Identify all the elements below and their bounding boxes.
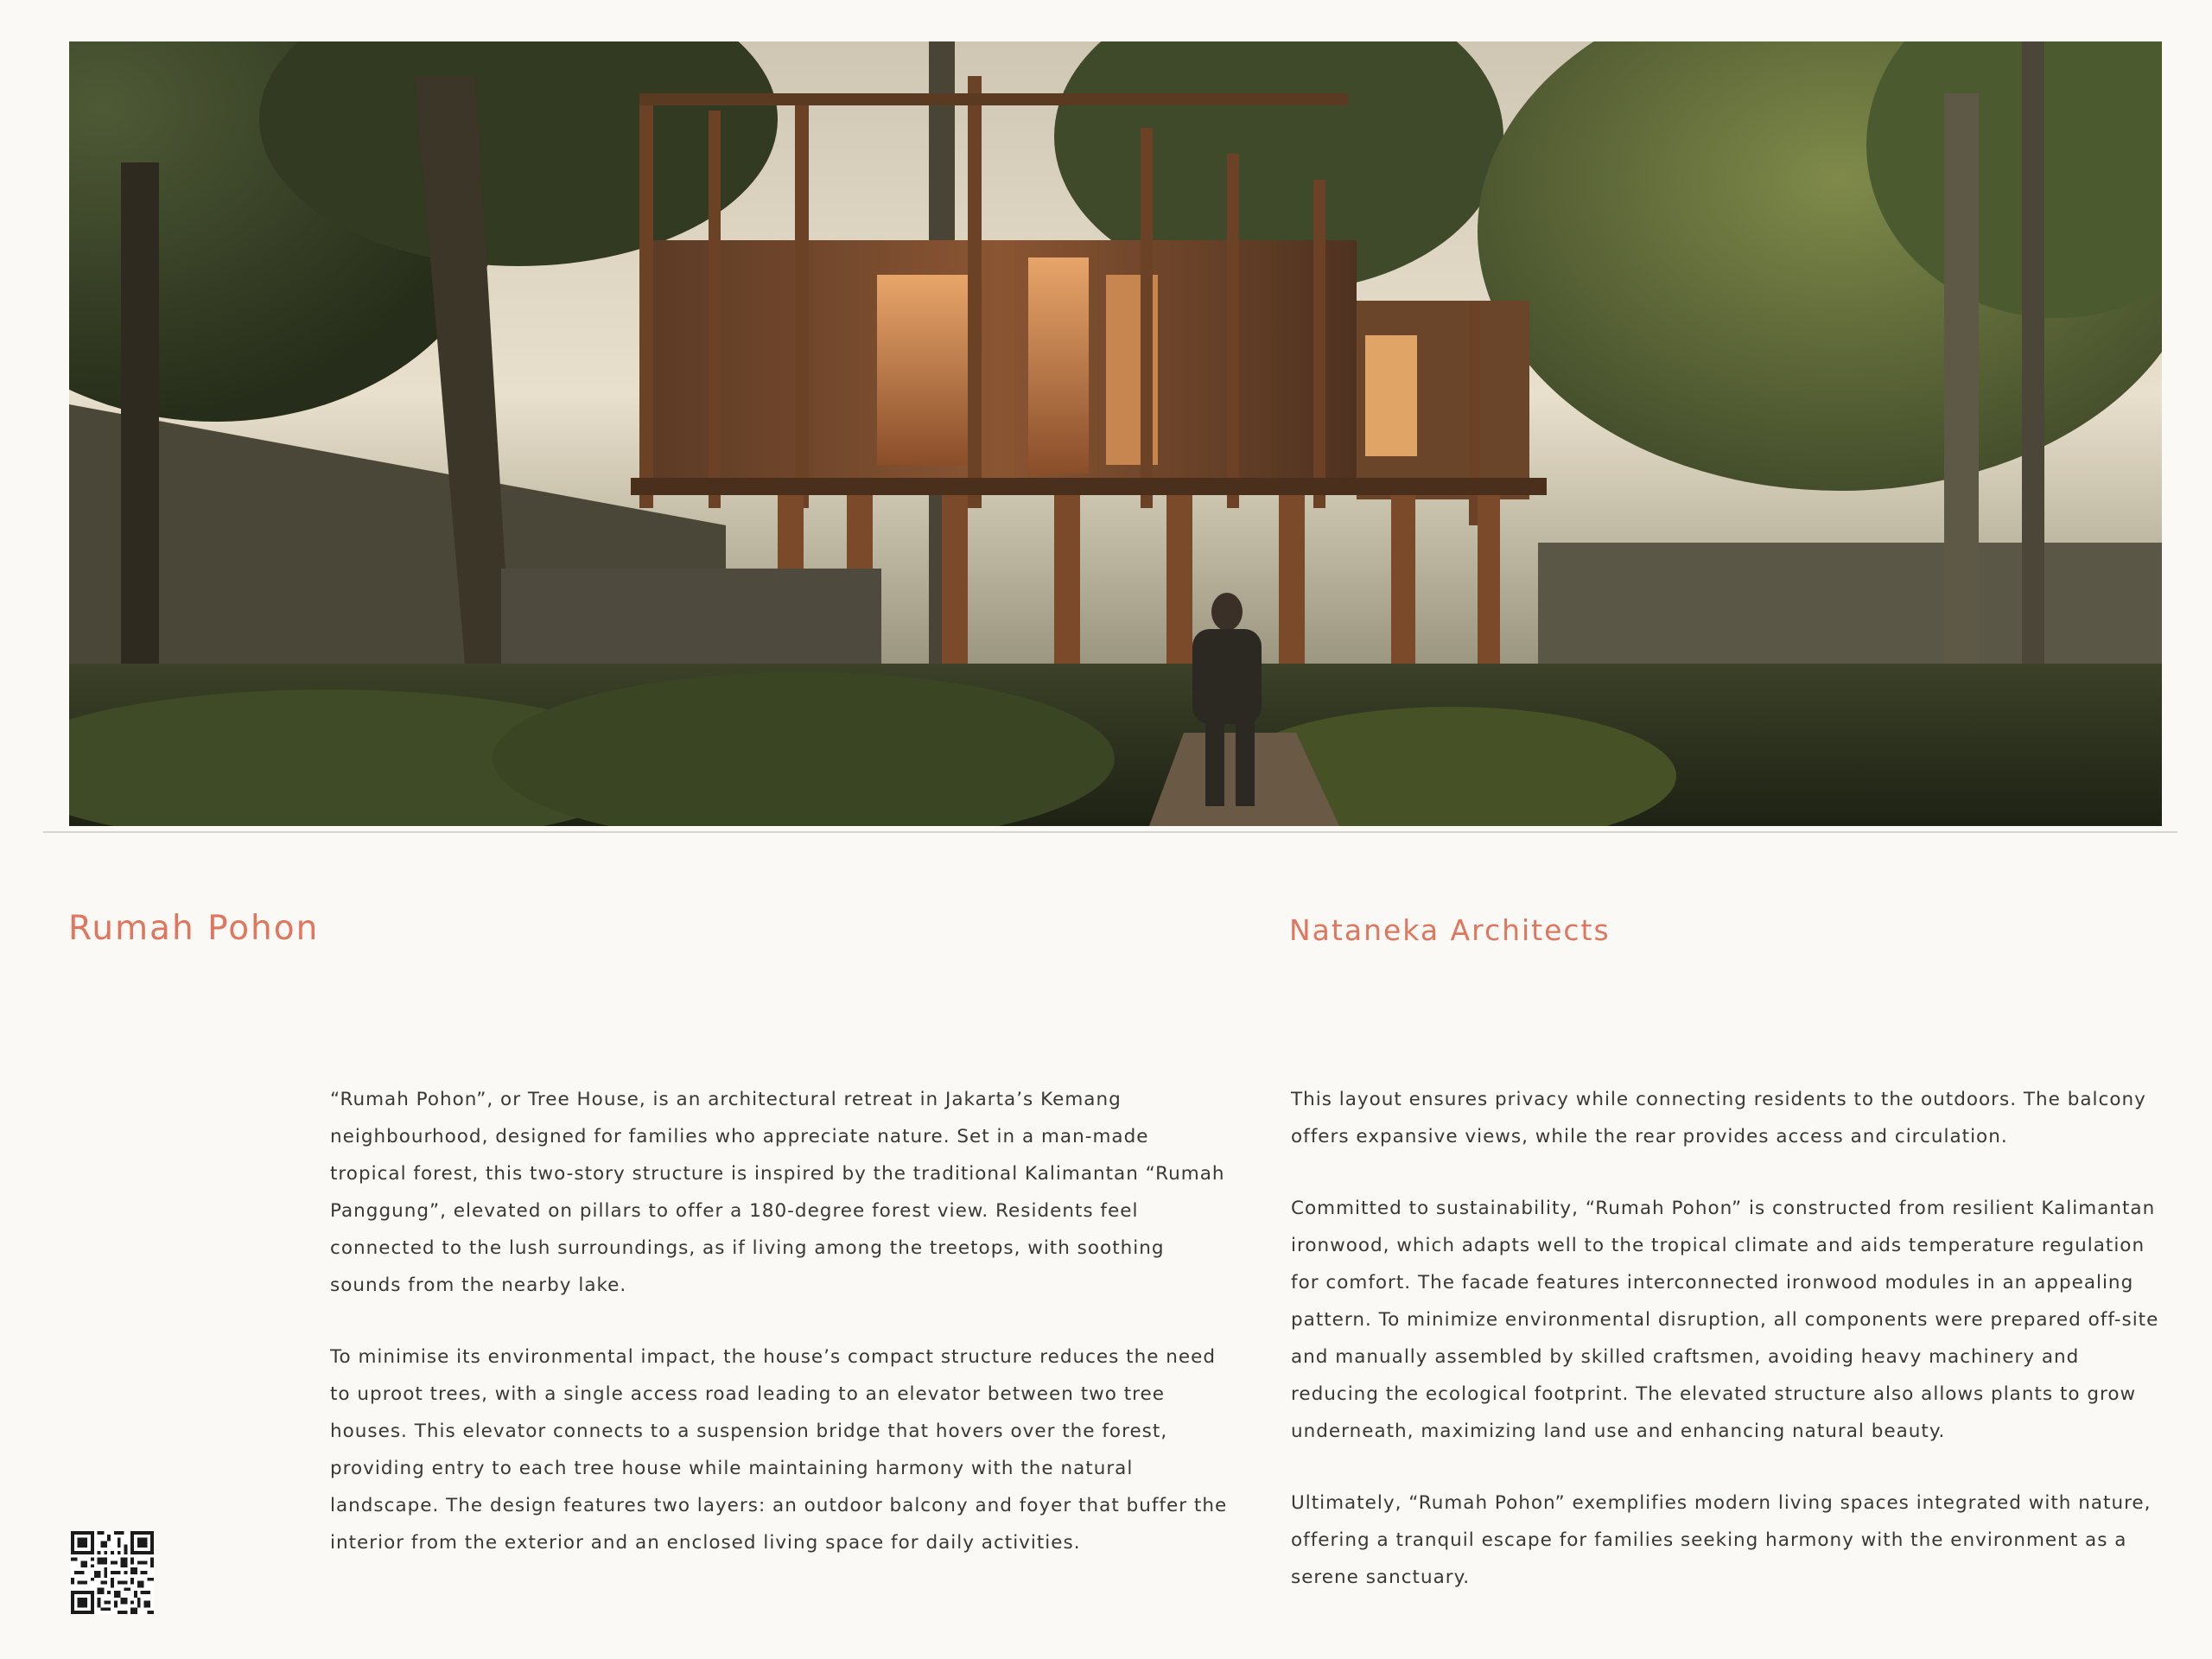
tree-house-rendering-photo [69, 41, 2162, 826]
paragraph: Ultimately, “Rumah Pohon” exemplifies modern living spaces integrated with nature, offering a tranquil escape for families seeking harmony with the environment as a serene sanctuary. [1291, 1492, 2152, 1588]
image-bottom-rule [43, 831, 2177, 833]
left-text-column [330, 1081, 1229, 1596]
paragraph: To minimise its environmental impact, the house’s compact structure reduces the need to uproot trees, with a single access road leading to an elevator between two tree houses. This elevator connects to a suspension bridge that hovers over the forest, providing entry to each tree house while maintaining harmony with the natural landscape. The design features two layers: an outdoor balcony and foyer that buffer the interior from the exterior and an enclosed living space for daily activities. [330, 1346, 1228, 1554]
paragraph: Committed to sustainability, “Rumah Pohon” is constructed from resilient Kalimantan ironwood, which adapts well to the tropical climate and aids temperature regulation for comfort. The facade features interconnected ironwood modules in an appealing pattern. To minimize environmental disruption, all components were prepared off-site and manually assembled by skilled craftsmen, avoiding heavy machinery and reducing the ecological footprint. The elevated structure also allows plants to grow underneath, maximizing land use and enhancing natural beauty. [1291, 1198, 2159, 1442]
hero-image [69, 41, 2162, 826]
project-title: Rumah Pohon [68, 909, 320, 948]
paragraph: “Rumah Pohon”, or Tree House, is an architectural retreat in Jakarta’s Kemang neighbourhood, designed for families who appreciate nature. Set in a man-made tropical forest, this two-story structure is inspired by the traditional Kalimantan “Rumah Panggung”, elevated on pillars to offer a 180-degree forest view. Residents feel connected to the lush surroundings, as if living among the treetops, with soothing sounds from the nearby lake. [330, 1089, 1225, 1296]
right-text-column [1291, 1081, 2172, 1630]
architect-name: Nataneka Architects [1289, 913, 1611, 947]
paragraph: This layout ensures privacy while connecting residents to the outdoors. The balcony offers expansive views, while the rear provides access and circulation. [1291, 1089, 2146, 1147]
qr-code-icon[interactable] [71, 1531, 154, 1614]
